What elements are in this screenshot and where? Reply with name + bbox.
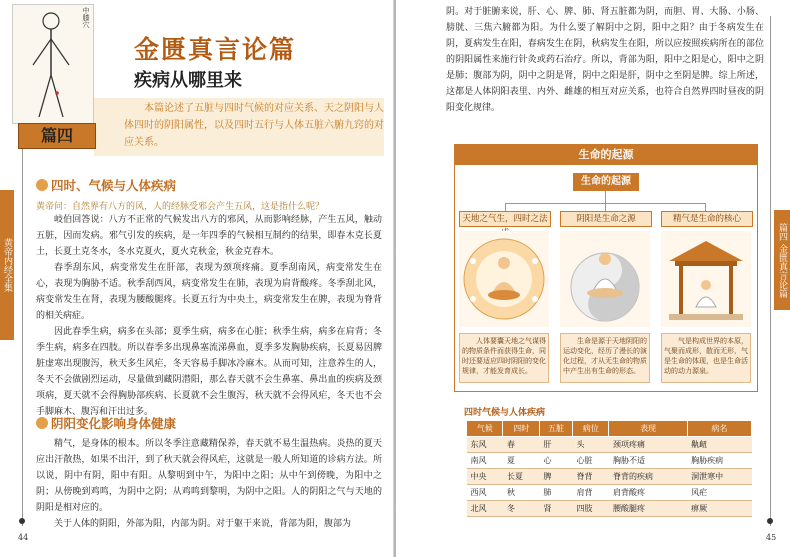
rule-end-dot bbox=[19, 518, 25, 524]
table-cell: 心脏 bbox=[572, 453, 608, 469]
branch-heaven-earth: 天地之气生，四时之法 bbox=[459, 211, 551, 227]
table-cell: 长夏 bbox=[503, 469, 539, 485]
table-cell: 头 bbox=[572, 437, 608, 453]
page-number: 45 bbox=[766, 533, 777, 542]
table-cell: 北风 bbox=[467, 501, 503, 517]
table-title: 四时气候与人体疾病 bbox=[464, 408, 546, 418]
yin-yang-meditation-illustration bbox=[560, 231, 650, 327]
diagram-title: 生命的起源 bbox=[455, 145, 757, 165]
table-cell: 风疟 bbox=[687, 485, 751, 501]
table-cell: 东风 bbox=[467, 437, 503, 453]
table-cell: 秋 bbox=[503, 485, 539, 501]
column-header: 病名 bbox=[687, 421, 751, 437]
table-cell: 洞泄寒中 bbox=[687, 469, 751, 485]
table-cell: 脊背的疾病 bbox=[609, 469, 687, 485]
section-bullet-icon bbox=[36, 179, 48, 191]
column-header: 病位 bbox=[572, 421, 608, 437]
diagram-root-label: 生命的起源 bbox=[573, 173, 639, 191]
table-cell: 腰酸腿疼 bbox=[609, 501, 687, 517]
column-header: 气候 bbox=[467, 421, 503, 437]
pavilion-illustration bbox=[661, 231, 751, 327]
branch-essence: 精气是生命的核心 bbox=[661, 211, 753, 227]
connector bbox=[605, 203, 606, 211]
paragraph: 岐伯回答说：八方不正常的气候发出八方的邪风，从而影响经脉，产生五风，触动五脏，因而发病。邪气引发的疾病，是一年四季的气候相互制约的结果，即春木克长夏土，长夏土克冬水，冬水克夏火，夏火克秋金，秋金克春木。 bbox=[36, 215, 382, 257]
table-row bbox=[467, 469, 752, 485]
connector bbox=[505, 203, 506, 211]
question-text: 黄帝问：自然界有八方的风，人的经脉受邪会产生五风，这是指什么呢？ bbox=[36, 202, 325, 212]
table-cell: 春 bbox=[503, 437, 539, 453]
table-row bbox=[467, 485, 752, 501]
table-row bbox=[467, 453, 752, 469]
table-row bbox=[467, 501, 752, 517]
table-cell: 西风 bbox=[467, 485, 503, 501]
chapter-side-tab bbox=[774, 210, 790, 310]
paragraph: 因此春季生病，病多在头部；夏季生病，病多在心脏；秋季生病，病多在肩背；冬季生病，病多在四肢。所以春季多出现鼻塞流涕鼻血，夏季多发胸胁疾病，长夏易因脾脏虚寒出现腹泻，秋天多生风疟，冬天容易手脚冰冷麻木。从而可知，注意养生的人，冬天不会做剧烈运动，尽量做到藏阴潜阳，那么春天就不会生鼻塞、鼻出血的疾病及颈项病，夏天就不会得胸胁部疾病、长夏就不会生腹泻，秋天就不会得风疟，冬天也不会手脚麻木、腹泻和汗出过多。 bbox=[36, 327, 382, 417]
page-number: 44 bbox=[18, 533, 29, 542]
section-title: 四时、气候与人体疾病 bbox=[51, 178, 177, 193]
right-rule bbox=[770, 16, 771, 526]
connector bbox=[705, 203, 706, 211]
table-cell: 中央 bbox=[467, 469, 503, 485]
section-heading bbox=[36, 176, 176, 194]
side-tab-chapter: 篇四 bbox=[777, 222, 787, 241]
chapter-subtitle: 疾病从哪里来 bbox=[134, 70, 242, 91]
section-heading bbox=[36, 414, 176, 432]
table-cell: 痹厥 bbox=[687, 501, 751, 517]
caption: 气是构成世界的本原，气聚而成形，散而无形，气是生命的体现，也是生命活动的动力源泉。 bbox=[661, 333, 751, 383]
table-cell: 心 bbox=[539, 453, 572, 469]
table-cell: 肩背 bbox=[572, 485, 608, 501]
paragraph: 阴。对于脏腑来说，肝、心、脾、肺、肾五脏都为阴，而胆、胃、大肠、小肠、膀胱、三焦六腑都为阳。为什么要了解阴中之阴，阳中之阳？由于冬病发生在阴，夏病发生在阳，春病发生在阴，秋病发生在阳，所以应按照疾病所在的部位的阴阳属性来施行针灸或药石治疗。所以，背部为阳，阳中之阳是心，阳中之阴是肺；腹部为阴，阴中之阴是肾，阴中之阳是肝，阴中之至阴是脾。综上所述，这都是人体阴阳表里、内外、雌雄的相互对应关系，也符合自然界四时昼夜的阴阳变化规律。 bbox=[446, 7, 764, 113]
branch-yin-yang: 阴阳是生命之源 bbox=[560, 211, 652, 227]
paragraph: 关于人体的阴阳，外部为阳，内部为阴。对于躯干来说，背部为阳，腹部为 bbox=[54, 519, 352, 529]
column-header: 表现 bbox=[609, 421, 687, 437]
table-header-row bbox=[467, 421, 752, 437]
caption: 生命是源于天地阴阳的运动变化，经历了漫长的演化过程，才从无生命的物质中产生出有生命的形态。 bbox=[560, 333, 650, 383]
seasons-disease-table bbox=[466, 420, 752, 517]
table-row bbox=[467, 437, 752, 453]
body-block-3 bbox=[446, 4, 764, 116]
table-cell: 四肢 bbox=[572, 501, 608, 517]
section-bullet-icon bbox=[36, 417, 48, 429]
paragraph: 精气，是身体的根本。所以冬季注意藏精保养，春天就不易生温热病。炎热的夏天应出汗散热，如果不出汗，到了秋天就会得风疟，这就是一般人所知道的诊病方法。所以说，阴中有阴，阳中有阳。从黎明到中午，为阳中之阳；从中午到傍晚，为阳中之阴；从傍晚到鸡鸣，为阴中之阴；从鸡鸣到黎明，为阴中之阳。人的阴阳之气与天地的阴阳是相对应的。 bbox=[36, 439, 382, 513]
table-cell: 肩背酸疼 bbox=[609, 485, 687, 501]
table-cell: 鼽衄 bbox=[687, 437, 751, 453]
connector bbox=[605, 191, 606, 203]
body-block-1 bbox=[36, 212, 382, 420]
table-cell: 肝 bbox=[539, 437, 572, 453]
table-cell: 肺 bbox=[539, 485, 572, 501]
chapter-title: 金匮真言论篇 bbox=[134, 35, 297, 64]
table-cell: 胸胁疾病 bbox=[687, 453, 751, 469]
table-cell: 冬 bbox=[503, 501, 539, 517]
caption: 人体要囊天地之气谋得的物质条件而获得生命，同时还要适应四时阴阳的变化规律，才能发育成长。 bbox=[459, 333, 549, 383]
figure-label: 中膝穴 bbox=[82, 7, 90, 28]
body-block-2 bbox=[36, 436, 382, 532]
book-side-tab: 黄帝内经全集 bbox=[0, 190, 14, 340]
table-cell: 夏 bbox=[503, 453, 539, 469]
column-header: 五脏 bbox=[539, 421, 572, 437]
table-cell: 南风 bbox=[467, 453, 503, 469]
table-cell: 颈项疼痛 bbox=[609, 437, 687, 453]
table-cell: 肾 bbox=[539, 501, 572, 517]
section-title: 阴阳变化影响身体健康 bbox=[51, 416, 177, 431]
table-cell: 脊背 bbox=[572, 469, 608, 485]
anatomy-figure bbox=[12, 4, 94, 124]
meditation-circle-illustration bbox=[459, 231, 549, 327]
left-page bbox=[0, 0, 394, 557]
side-tab-title: 金匮真言论篇 bbox=[777, 243, 787, 298]
chapter-number: 篇四 bbox=[18, 123, 96, 149]
table-cell: 胸胁不适 bbox=[609, 453, 687, 469]
table-cell: 脾 bbox=[539, 469, 572, 485]
intro-text: 本篇论述了五脏与四时气候的对应关系、天之阴阳与人体四时的阴阳属性，以及四时五行与人体五脏六腑九窍的对应关系。 bbox=[124, 103, 384, 148]
paragraph: 春季刮东风，病变常发生在肝部，表现为颈项疼痛。夏季刮南风，病变常发生在心，表现为胸胁不适。秋季刮西风，病变常发生在肺，表现为肩背酸疼。冬季刮北风，病变常发生在肾，表现为腰酸腿疼。长夏五行为中央土，病变常发生在脾，表现为脊背的相关病症。 bbox=[36, 263, 382, 321]
right-page bbox=[396, 0, 790, 557]
origin-of-life-diagram bbox=[454, 144, 758, 392]
rule-end-dot bbox=[767, 518, 773, 524]
column-header: 四时 bbox=[503, 421, 539, 437]
